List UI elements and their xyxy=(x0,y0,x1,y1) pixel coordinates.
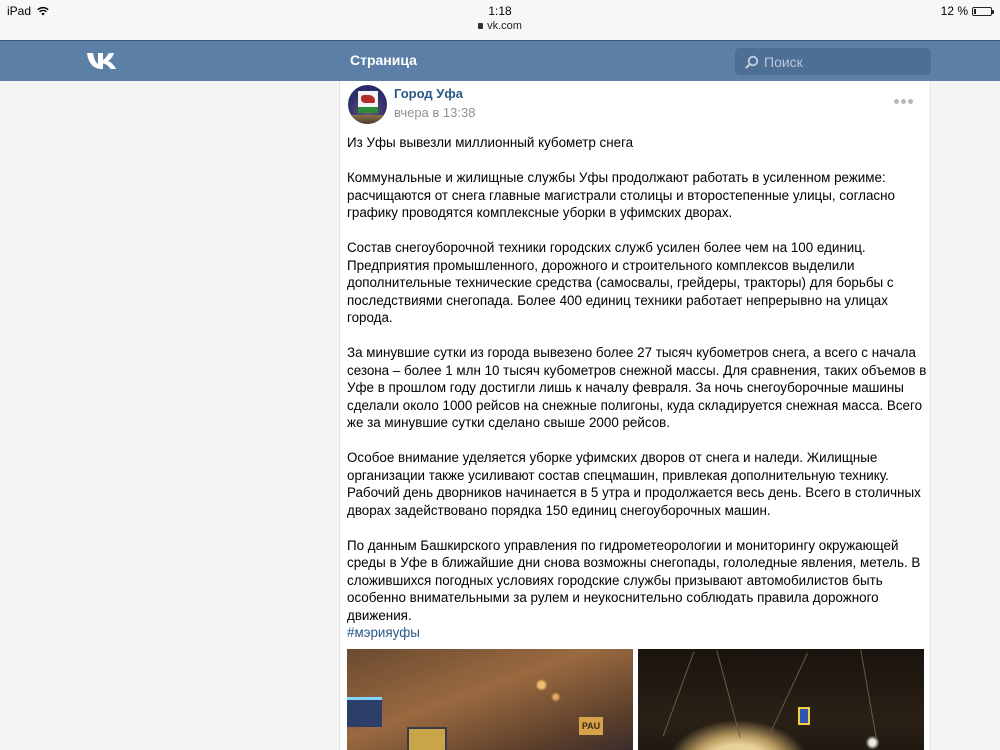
post-photo-street[interactable] xyxy=(638,649,924,750)
hashtag-link[interactable]: #мэрияуфы xyxy=(347,625,420,640)
search-box[interactable] xyxy=(735,48,931,75)
device-name: iPad xyxy=(7,4,32,18)
address-bar[interactable] xyxy=(0,20,1000,32)
search-icon xyxy=(745,55,759,69)
author-name-link[interactable]: Город Уфа xyxy=(394,86,463,101)
post-paragraph: Коммунальные и жилищные службы Уфы продолжают работать в усиленном режиме: расчищаются от снега главные магистрали столицы и второстепенные улицы, согласно графику проводятся комплексные уборки в уфимских дворах. xyxy=(347,170,895,220)
post-headline: Из Уфы вывезли миллионный кубометр снега xyxy=(347,135,634,150)
vk-logo-icon[interactable] xyxy=(86,51,120,71)
battery-icon xyxy=(972,7,992,16)
battery-fill xyxy=(974,9,976,14)
top-header xyxy=(0,40,1000,81)
marten-emblem-icon xyxy=(361,95,375,103)
post-paragraph: Состав снегоуборочной техники городских служб усилен более чем на 100 единиц. Предприятия промышленного, дорожного и строительного комплексов выделили дополнительные технические средства (самосвалы, грейдеры, тракторы) для борьбы с последствиями снегопада. Более 400 единиц техники работает непрерывно на улицах города. xyxy=(347,240,894,325)
pedestrian-sign-icon xyxy=(798,707,810,725)
post-paragraph: Особое внимание уделяется уборке уфимских дворов от снега и наледи. Жилищные организации также усиливают состав спецмашин, привлекая дополнительную технику. Рабочий день дворников начинается в 5 утра и продолжается весь день. Всего в столичных дворах задействовано порядка 150 единиц снегоуборочных машин. xyxy=(347,450,921,518)
author-avatar[interactable] xyxy=(348,85,387,124)
clock: 1:18 xyxy=(488,4,512,18)
page-title: Страница xyxy=(350,52,417,68)
post-text xyxy=(347,134,927,642)
url-text: vk.com xyxy=(487,20,522,32)
dot-icon xyxy=(894,99,899,104)
battery-percent: 12 % xyxy=(940,4,968,18)
lock-icon xyxy=(478,23,483,29)
post-photo-snowplows[interactable]: PAU xyxy=(347,649,633,750)
post-paragraph: За минувшие сутки из города вывезено более 27 тысяч кубометров снега, а всего с начала сезона – более 1 млн 10 тысяч кубометров снежной массы. Для сравнения, таких объемов в Уфе в прошлом году достигли лишь к началу февраля. За ночь снегоуборочные машины сделали около 1000 рейсов на снежные полигоны, куда складируется снежная масса. Всего же за минувшие сутки сделано свыше 2000 рейсов. xyxy=(347,345,927,430)
post-card xyxy=(339,81,931,750)
post-paragraph: По данным Башкирского управления по гидрометеорологии и мониторингу окружающей среды в Уфе в ближайшие дни снова возможны снегопады, гололедные явления, метель. В сложившихся погодных условиях городские службы призывают автомобилистов быть особенно внимательными за рулем и неукоснительно соблюдать правила дорожного движения. xyxy=(347,537,921,623)
search-input[interactable] xyxy=(764,54,924,70)
post-photos xyxy=(347,649,924,750)
more-options-button[interactable] xyxy=(894,99,913,104)
dot-icon xyxy=(901,99,906,104)
status-right xyxy=(941,4,992,18)
status-bar xyxy=(0,0,1000,40)
post-timestamp[interactable]: вчера в 13:38 xyxy=(394,105,476,120)
dot-icon xyxy=(908,99,913,104)
